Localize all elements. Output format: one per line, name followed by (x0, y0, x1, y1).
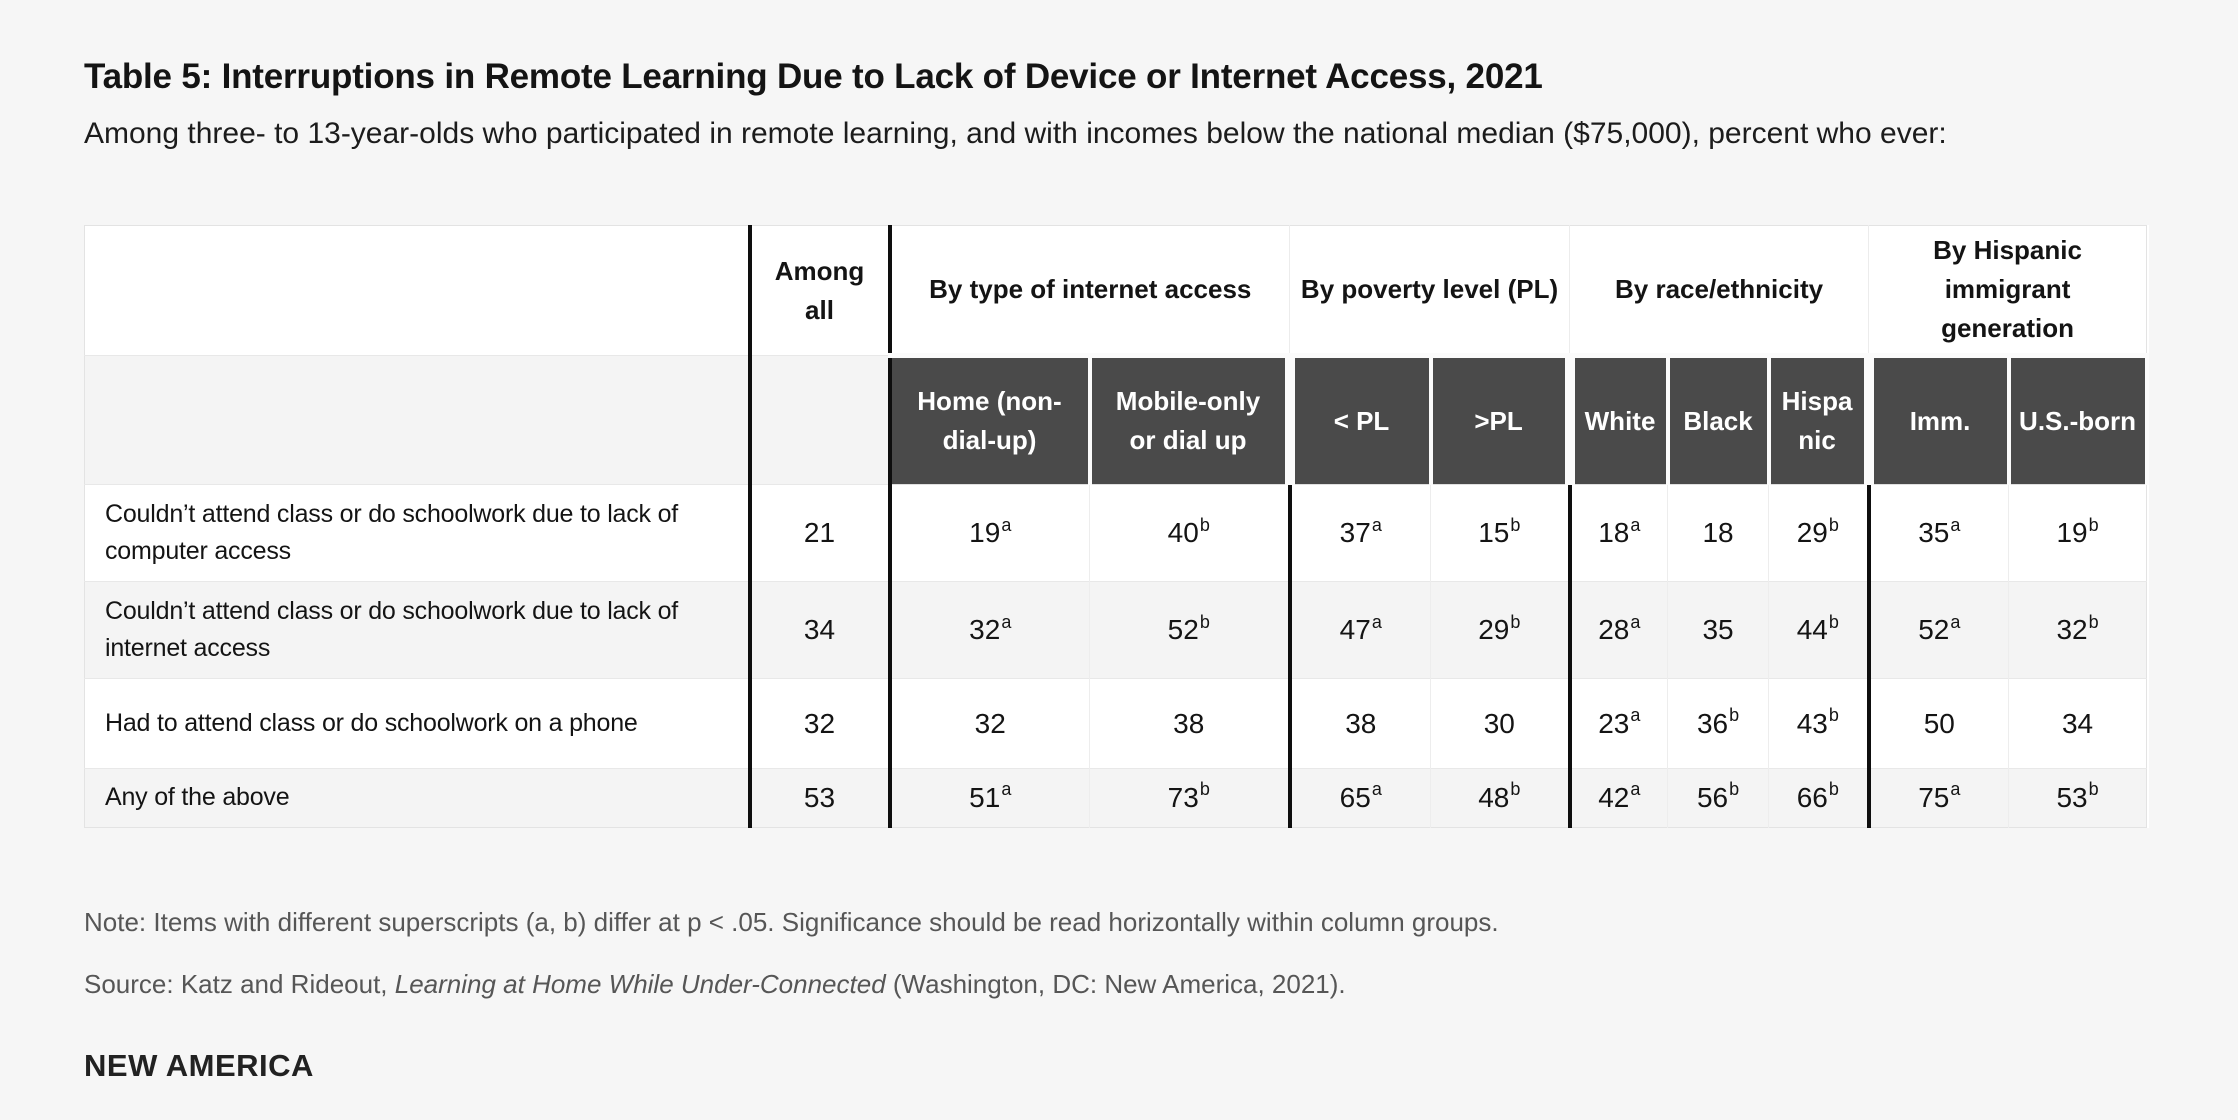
column-header-mobile-only: Mobile-only or dial up (1090, 356, 1290, 485)
page-subtitle: Among three- to 13-year-olds who participated in remote learning, and with incomes below the national median ($75,000), percent who ever: (84, 117, 1947, 150)
column-group-header-row (85, 226, 2147, 356)
column-group-poverty-level: By poverty level (PL) (1290, 226, 1570, 356)
source-suffix: (Washington, DC: New America, 2021). (885, 968, 1346, 999)
column-header-us-born: U.S.-born (2009, 356, 2147, 485)
significance-superscript: b (1199, 779, 1210, 800)
value-cell: 35$^a$ (1869, 485, 2009, 582)
value-cell: 19$^b$ (2009, 485, 2147, 582)
value-cell: 44$^b$ (1769, 582, 1869, 679)
significance-superscript: b (2088, 611, 2099, 632)
significance-superscript: b (1199, 514, 1210, 535)
significance-superscript: b (1510, 779, 1521, 800)
value-cell: 42$^a$ (1570, 769, 1668, 828)
value-cell: 35 (1668, 582, 1769, 679)
value-cell: 47$^a$ (1290, 582, 1431, 679)
value-cell: 53 (750, 769, 890, 828)
value-cell: 23$^a$ (1570, 679, 1668, 769)
significance-superscript: a (1950, 611, 1961, 632)
significance-superscript: b (1828, 705, 1839, 726)
empty-among-all-cell (750, 356, 890, 485)
value-cell: 36$^b$ (1668, 679, 1769, 769)
column-header-white: White (1570, 356, 1668, 485)
value-cell: 37$^a$ (1290, 485, 1431, 582)
value-cell: 53$^b$ (2009, 769, 2147, 828)
significance-superscript: b (1199, 611, 1210, 632)
remote-learning-interruptions-table (84, 225, 2149, 828)
significance-superscript: a (1630, 705, 1641, 726)
value-cell: 52$^b$ (1090, 582, 1290, 679)
table-body (85, 485, 2147, 828)
table-row (85, 485, 2147, 582)
row-label: Couldn’t attend class or do schoolwork due to lack of internet access (85, 582, 750, 679)
value-cell: 52$^a$ (1869, 582, 2009, 679)
significance-superscript: b (1510, 514, 1521, 535)
significance-superscript: a (1371, 611, 1382, 632)
value-cell: 73$^b$ (1090, 769, 1290, 828)
value-cell: 18$^a$ (1570, 485, 1668, 582)
row-label: Had to attend class or do schoolwork on a phone (85, 679, 750, 769)
value-cell: 75$^a$ (1869, 769, 2009, 828)
table-source (84, 966, 2148, 1002)
significance-superscript: a (1630, 611, 1641, 632)
significance-superscript: a (1630, 779, 1641, 800)
row-label: Any of the above (85, 769, 750, 828)
column-group-race-ethnicity: By race/ethnicity (1570, 226, 1869, 356)
value-cell: 48$^b$ (1431, 769, 1570, 828)
column-header-below-poverty-level: < PL (1290, 356, 1431, 485)
significance-superscript: a (1001, 779, 1012, 800)
column-group-internet-access: By type of internet access (890, 226, 1290, 356)
table-row (85, 769, 2147, 828)
value-cell: 65$^a$ (1290, 769, 1431, 828)
row-label: Couldn’t attend class or do schoolwork due to lack of computer access (85, 485, 750, 582)
value-cell: 40$^b$ (1090, 485, 1290, 582)
page-title: Table 5: Interruptions in Remote Learning Due to Lack of Device or Internet Access, 2021 (84, 57, 1543, 96)
column-group-hispanic-immigrant-generation: By Hispanic immigrant generation (1869, 226, 2147, 356)
table-row (85, 679, 2147, 769)
value-cell: 32 (750, 679, 890, 769)
significance-superscript: b (1729, 705, 1740, 726)
value-cell: 32$^a$ (890, 582, 1090, 679)
significance-superscript: a (1950, 514, 1961, 535)
value-cell: 29$^b$ (1769, 485, 1869, 582)
column-header-immigrant: Imm. (1869, 356, 2009, 485)
table-row (85, 582, 2147, 679)
value-cell: 43$^b$ (1769, 679, 1869, 769)
value-cell: 34 (750, 582, 890, 679)
value-cell: 38 (1290, 679, 1431, 769)
significance-superscript: b (2088, 514, 2099, 535)
significance-superscript: b (1828, 514, 1839, 535)
significance-superscript: a (1630, 514, 1641, 535)
source-work-title: Learning at Home While Under-Connected (394, 968, 886, 999)
significance-superscript: b (1828, 779, 1839, 800)
significance-superscript: a (1371, 514, 1382, 535)
significance-superscript: b (2088, 779, 2099, 800)
column-header-above-poverty-level: >PL (1431, 356, 1570, 485)
new-america-logo: NEW AMERICA (84, 1048, 314, 1084)
column-group-among-all: Among all (750, 226, 890, 356)
source-prefix: Source: Katz and Rideout, (84, 968, 395, 999)
significance-superscript: a (1001, 611, 1012, 632)
value-cell: 32 (890, 679, 1090, 769)
significance-superscript: b (1729, 779, 1740, 800)
corner-cell (85, 226, 750, 356)
value-cell: 38 (1090, 679, 1290, 769)
value-cell: 28$^a$ (1570, 582, 1668, 679)
value-cell: 19$^a$ (890, 485, 1090, 582)
empty-label-cell (85, 356, 750, 485)
significance-superscript: a (1001, 514, 1012, 535)
column-header-home: Home (non-dial-up) (890, 356, 1090, 485)
table-note: Note: Items with different superscripts (a, b) differ at p < .05. Significance should be read horizontally within column groups. (84, 906, 1499, 937)
value-cell: 56$^b$ (1668, 769, 1769, 828)
value-cell: 50 (1869, 679, 2009, 769)
value-cell: 29$^b$ (1431, 582, 1570, 679)
value-cell: 15$^b$ (1431, 485, 1570, 582)
column-header-row (85, 356, 2147, 485)
value-cell: 66$^b$ (1769, 769, 1869, 828)
significance-superscript: a (1950, 779, 1961, 800)
value-cell: 30 (1431, 679, 1570, 769)
value-cell: 21 (750, 485, 890, 582)
column-header-black: Black (1668, 356, 1769, 485)
significance-superscript: b (1828, 611, 1839, 632)
significance-superscript: a (1371, 779, 1382, 800)
column-header-hispanic: Hispanic (1769, 356, 1869, 485)
significance-superscript: b (1510, 611, 1521, 632)
value-cell: 34 (2009, 679, 2147, 769)
value-cell: 18 (1668, 485, 1769, 582)
value-cell: 32$^b$ (2009, 582, 2147, 679)
value-cell: 51$^a$ (890, 769, 1090, 828)
